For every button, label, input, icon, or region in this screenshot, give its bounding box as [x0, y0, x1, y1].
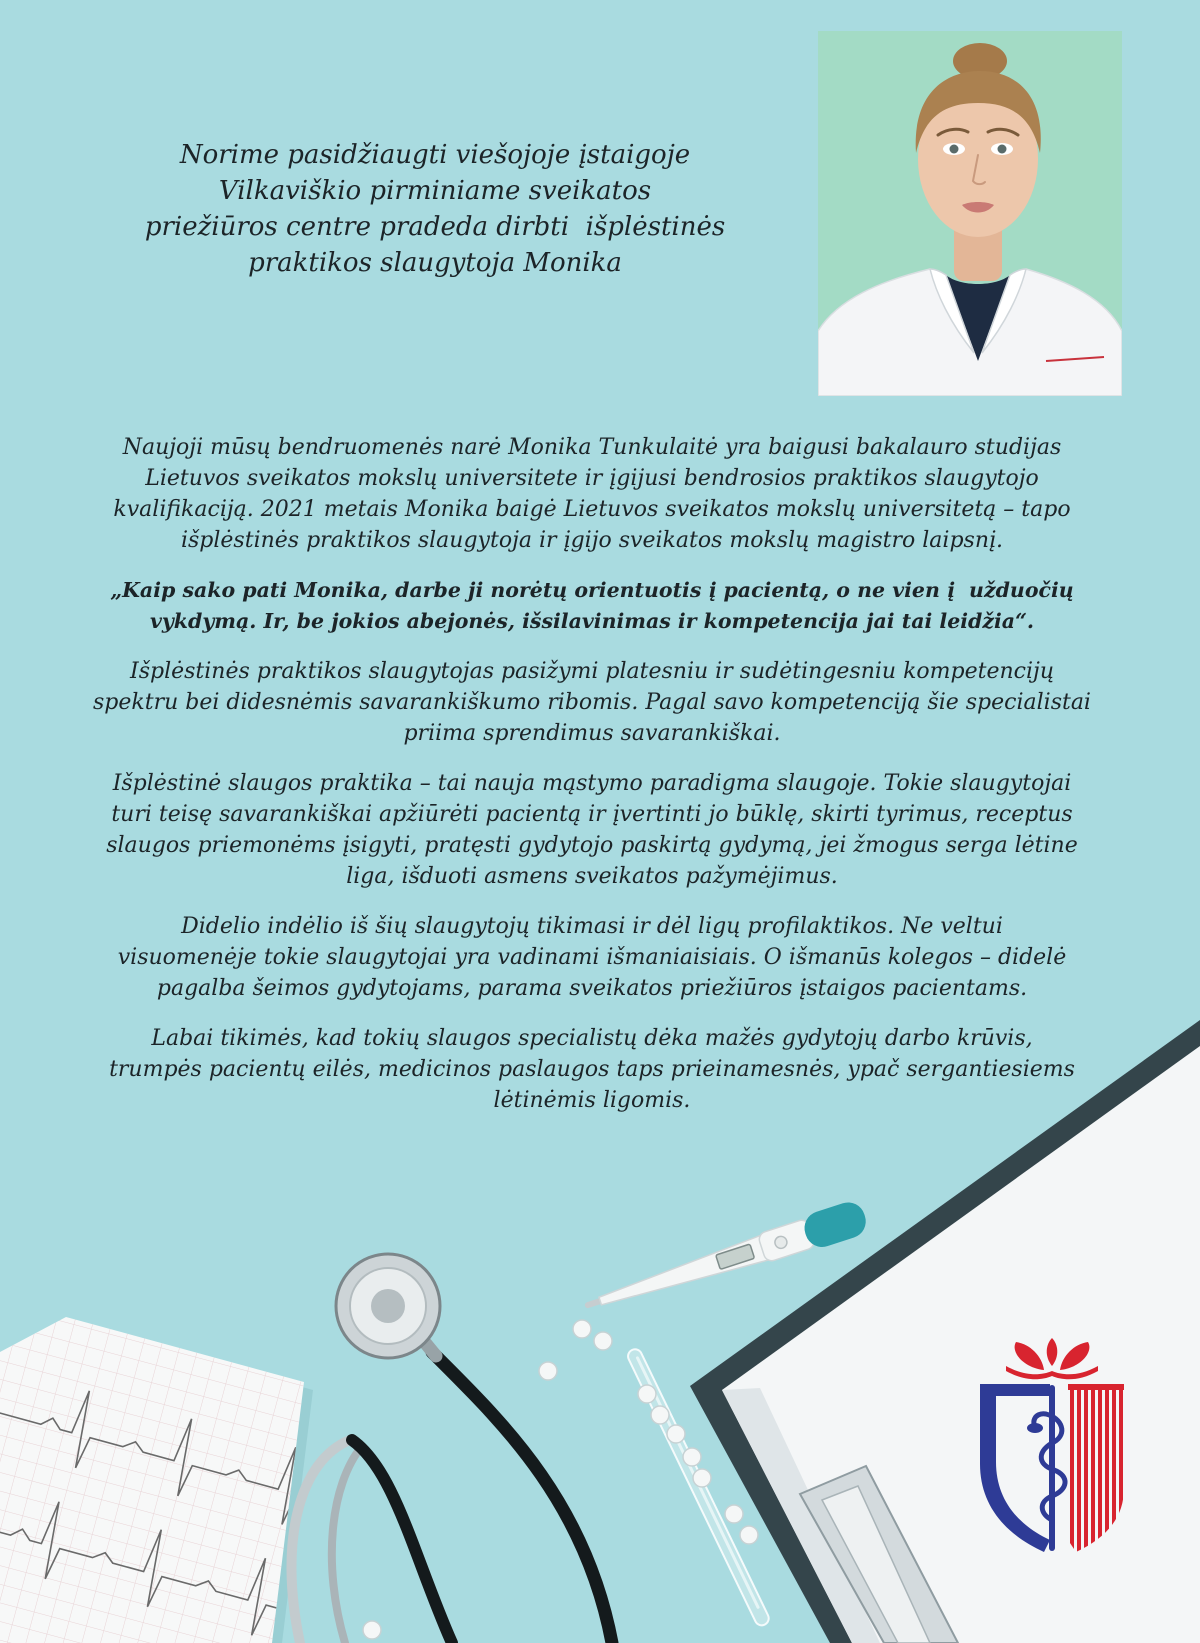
paragraph-expectations	[0, 1023, 1184, 1116]
paragraph-line: lėtinėmis ligomis.	[493, 1088, 691, 1113]
paragraph-line: Lietuvos sveikatos mokslų universitete ir įgijusi bendrosios praktikos slaugytojo	[145, 466, 1039, 491]
paragraph-introduction	[0, 432, 1184, 556]
paragraph-practice	[0, 768, 1184, 892]
quote-line: „Kaip sako pati Monika, darbe ji norėtų orientuotis į pacientą, o ne vien į užduočių	[110, 578, 1074, 602]
heading-line: Norime pasidžiaugti viešojoje įstaigoje	[179, 140, 691, 170]
paragraph-line: kvalifikaciją. 2021 metais Monika baigė Lietuvos sveikatos mokslų universitetą – tapo	[113, 497, 1071, 522]
pill	[539, 1362, 557, 1380]
paragraph-line: liga, išduoti asmens sveikatos pažymėjimus.	[346, 864, 838, 889]
heading-line: priežiūros centre pradeda dirbti išplėstinės	[144, 212, 726, 242]
paragraph-competencies	[0, 656, 1184, 749]
pill	[594, 1332, 612, 1350]
stethoscope-tube	[352, 1440, 452, 1643]
pill	[683, 1448, 701, 1466]
paragraph-line: Išplėstinė slaugos praktika – tai nauja mąstymo paradigma slaugoje. Tokie slaugytojai	[112, 771, 1072, 796]
heading-line: Vilkaviškio pirminiame sveikatos	[218, 176, 652, 206]
pill	[573, 1320, 591, 1338]
paragraph-line: spektru bei didesnėmis savarankiškumo ribomis. Pagal savo kompetenciją šie specialistai	[93, 690, 1091, 715]
pill	[651, 1406, 669, 1424]
paragraph-line: priima sprendimus savarankiškai.	[403, 721, 781, 746]
quote-line: vykdymą. Ir, be jokios abejonės, išsilavinimas ir kompetencija jai tai leidžia“.	[149, 609, 1034, 633]
pill	[363, 1621, 381, 1639]
announcement-body	[0, 432, 1184, 1135]
paragraph-prevention	[0, 911, 1184, 1004]
logo-top-bar	[1068, 1384, 1124, 1390]
paragraph-line: slaugos priemonėms įsigyti, pratęsti gydytojo paskirtą gydymą, jei žmogus serga lėtine	[106, 833, 1078, 858]
pill	[740, 1526, 758, 1544]
stethoscope-binaural-tube	[332, 1446, 362, 1643]
logo-snake-head	[1027, 1423, 1043, 1433]
paragraph-line: turi teisę savarankiškai apžiūrėti pacientą ir įvertinti jo būklę, skirti tyrimus, receptus	[111, 802, 1073, 827]
paragraph-line: Didelio indėlio iš šių slaugytojų tikimasi ir dėl ligų profilaktikos. Ne veltui	[181, 914, 1003, 939]
stethoscope	[291, 1254, 612, 1643]
paragraph-line: Išplėstinės praktikos slaugytojas pasižymi platesniu ir sudėtingesniu kompetencijų	[130, 659, 1054, 684]
pill	[693, 1469, 711, 1487]
paragraph-line: Naujoji mūsų bendruomenės narė Monika Tunkulaitė yra baigusi bakalauro studijas	[122, 435, 1062, 460]
stethoscope-tube	[432, 1352, 612, 1643]
pill	[667, 1425, 685, 1443]
paragraph-line: išplėstinės praktikos slaugytoja ir įgijo sveikatos mokslų magistro laipsnį.	[180, 528, 1004, 553]
paragraph-line: pagalba šeimos gydytojams, parama sveikatos priežiūros įstaigos pacientams.	[156, 976, 1028, 1001]
paragraph-line: Labai tikimės, kad tokių slaugos specialistų dėka mažės gydytojų darbo krūvis,	[151, 1026, 1033, 1051]
pill	[725, 1505, 743, 1523]
heading-line: praktikos slaugytoja Monika	[248, 248, 622, 278]
announcement-heading	[0, 137, 870, 281]
paragraph-quote	[0, 575, 1184, 637]
pills	[363, 1320, 758, 1639]
paragraph-line: trumpės pacientų eilės, medicinos paslaugos taps prieinamesnės, ypač sergantiesiems	[109, 1057, 1075, 1082]
pill	[638, 1385, 656, 1403]
paragraph-line: visuomenėje tokie slaugytojai yra vadinami išmaniaisiais. O išmanūs kolegos – didelė	[117, 945, 1067, 970]
